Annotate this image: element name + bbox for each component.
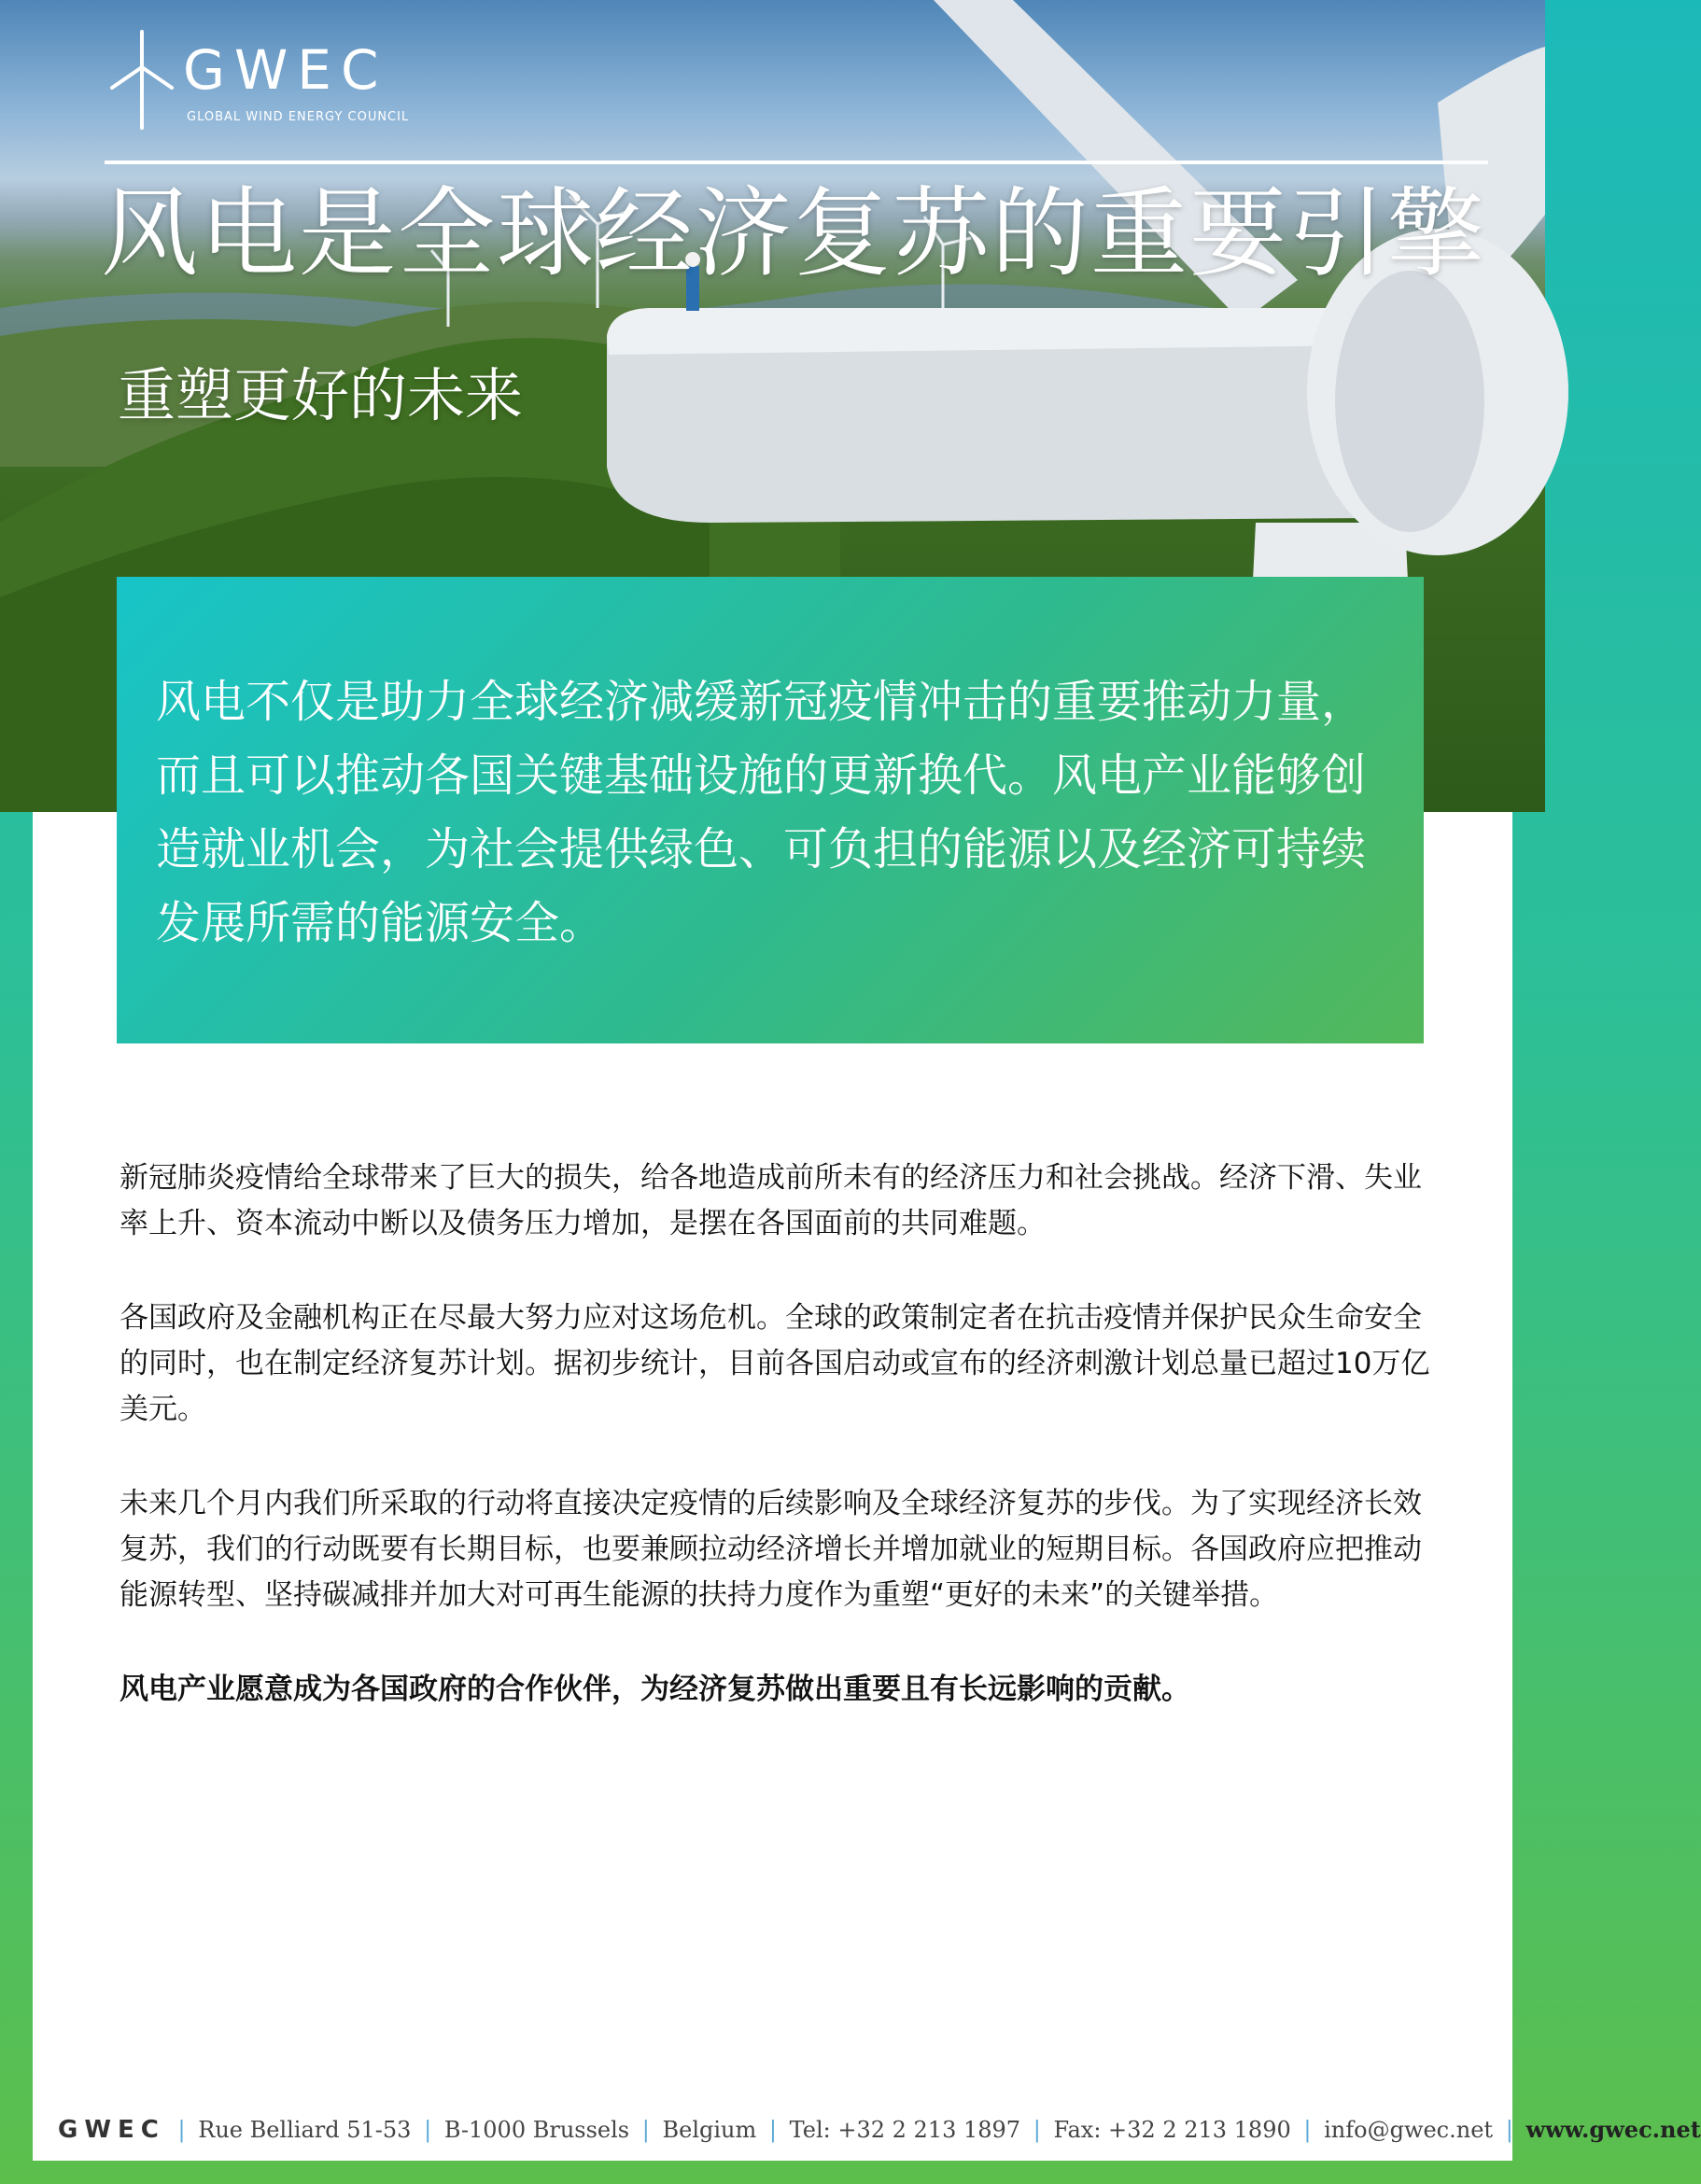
logo-wordmark: GWEC — [183, 38, 388, 102]
body-text — [119, 1155, 1445, 1761]
separator: | — [768, 2117, 777, 2143]
separator: | — [641, 2117, 650, 2143]
callout-box — [117, 577, 1424, 1043]
gwec-logo — [105, 26, 410, 133]
page-title: 风电是全球经济复苏的重要引擎 — [101, 176, 1487, 290]
callout-text: 风电不仅是助力全球经济减缓新冠疫情冲击的重要推动力量，而且可以推动各国关键基础设施的更新换代。风电产业能够创造就业机会，为社会提供绿色、可负担的能源以及经济可持续发展所需的能源安全。 — [156, 676, 1367, 949]
footer-email-link[interactable]: info@gwec.net — [1324, 2117, 1494, 2143]
footer-fax: Fax: +32 2 213 1890 — [1053, 2117, 1291, 2143]
footer-country: Belgium — [662, 2117, 757, 2143]
closing-statement: 风电产业愿意成为各国政府的合作伙伴，为经济复苏做出重要且有长远影响的贡献。 — [119, 1673, 1190, 1706]
footer-address-street: Rue Belliard 51-53 — [198, 2117, 412, 2143]
separator: | — [177, 2117, 186, 2143]
footer-website-link[interactable]: www.gwec.net — [1525, 2116, 1701, 2143]
paragraph: 新冠肺炎疫情给全球带来了巨大的损失，给各地造成前所未有的经济压力和社会挑战。经济下滑、失业率上升、资本流动中断以及债务压力增加，是摆在各国面前的共同难题。 — [119, 1161, 1422, 1240]
footer-address-city: B-1000 Brussels — [443, 2117, 630, 2143]
footer-bar — [33, 2067, 1512, 2161]
separator: | — [1033, 2117, 1041, 2143]
footer-tel: Tel: +32 2 213 1897 — [789, 2117, 1021, 2143]
separator: | — [1303, 2117, 1312, 2143]
title-rule — [105, 161, 1488, 164]
footer-brand: GWEC — [58, 2116, 165, 2144]
paragraph: 未来几个月内我们所采取的行动将直接决定疫情的后续影响及全球经济复苏的步伐。为了实现经济长效复苏，我们的行动既要有长期目标，也要兼顾拉动经济增长并增加就业的短期目标。各国政府应把推动能源转型、坚持碳减排并加大对可再生能源的扶持力度作为重塑“更好的未来”的关键举措。 — [119, 1487, 1422, 1612]
footer-contact-line — [58, 2116, 1701, 2144]
footer — [0, 2067, 1701, 2184]
separator: | — [424, 2117, 432, 2143]
separator: | — [1505, 2117, 1513, 2143]
logo-subtitle: GLOBAL WIND ENERGY COUNCIL — [187, 110, 410, 124]
paragraph: 各国政府及金融机构正在尽最大努力应对这场危机。全球的政策制定者在抗击疫情并保护民众生命安全的同时，也在制定经济复苏计划。据初步统计，目前各国启动或宣布的经济刺激计划总量已超过10万亿美元。 — [119, 1301, 1430, 1426]
turbine-logo-icon — [105, 30, 179, 133]
page-subtitle: 重塑更好的未来 — [118, 361, 524, 429]
